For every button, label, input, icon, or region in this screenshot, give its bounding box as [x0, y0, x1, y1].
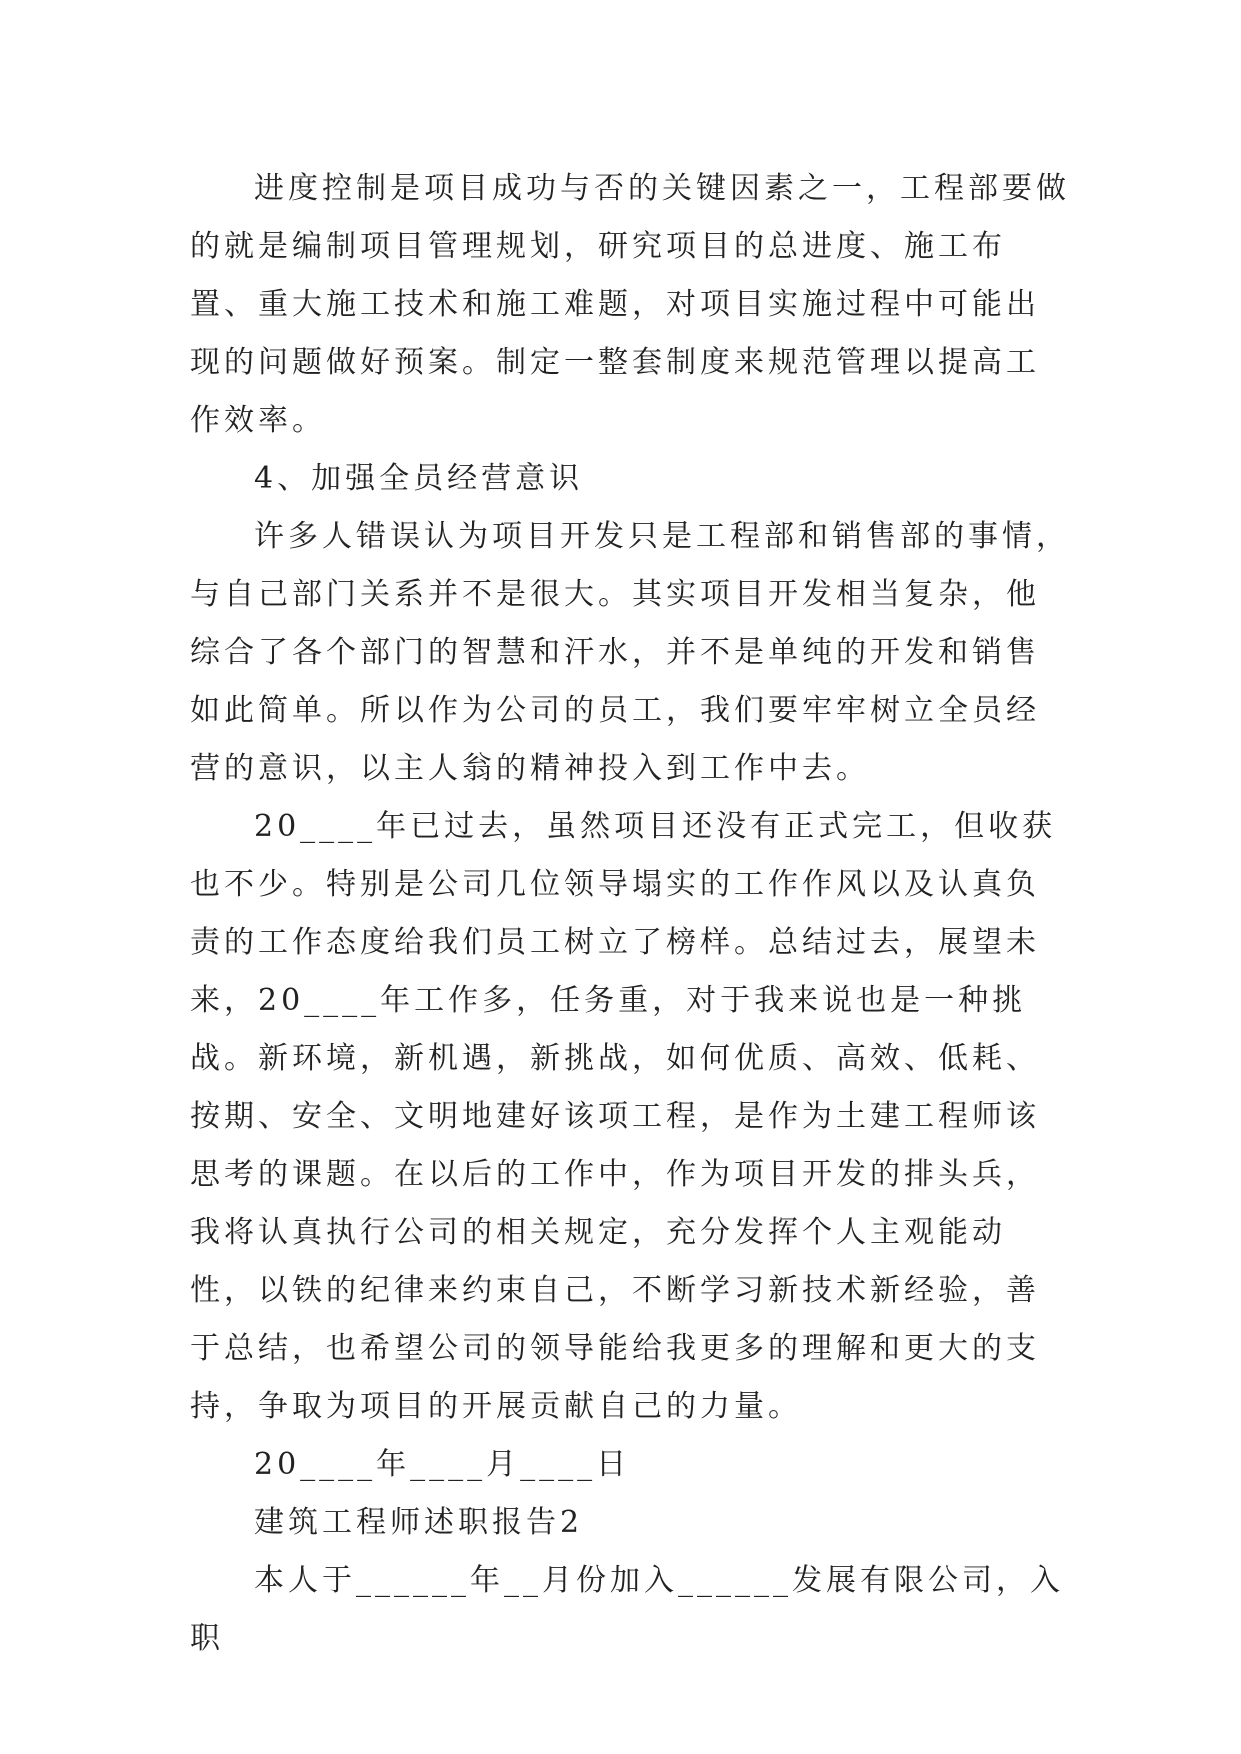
paragraph-year-summary: 20____年已过去，虽然项目还没有正式完工，但收获也不少。特别是公司几位领导塌实的工作作风以及认真负责的工作态度给我们员工树立了榜样。总结过去，展望未来，20____年工作多，任务重，对于我来说也是一种挑战。新环境，新机遇，新挑战，如何优质、高效、低耗、按期、安全、文明地建好该项工程，是作为土建工程师该思考的课题。在以后的工作中，作为项目开发的排头兵，我将认真执行公司的相关规定，充分发挥个人主观能动性，以铁的纪律来约束自己，不断学习新技术新经验，善于总结，也希望公司的领导能给我更多的理解和更大的支持，争取为项目的开展贡献自己的力量。 — [190, 809, 1057, 1424]
heading-business-awareness: 4、加强全员经营意识 — [254, 461, 584, 496]
paragraph-joined-company: 本人于______年__月份加入______发展有限公司，入职 — [190, 1563, 1064, 1656]
document-body — [190, 160, 1070, 1668]
paragraph-progress-control: 进度控制是项目成功与否的关键因素之一，工程部要做的就是编制项目管理规划，研究项目的总进度、施工布置、重大施工技术和施工难题，对项目实施过程中可能出现的问题做好预案。制定一整套制度来规范管理以提高工作效率。 — [190, 171, 1070, 438]
paragraph-all-staff: 许多人错误认为项目开发只是工程部和销售部的事情，与自己部门关系并不是很大。其实项目开发相当复杂，他综合了各个部门的智慧和汗水，并不是单纯的开发和销售如此简单。所以作为公司的员工，我们要牢牢树立全员经营的意识，以主人翁的精神投入到工作中去。 — [190, 519, 1070, 786]
date-line: 20____年____月____日 — [254, 1447, 631, 1482]
report-title-2: 建筑工程师述职报告2 — [254, 1505, 584, 1540]
